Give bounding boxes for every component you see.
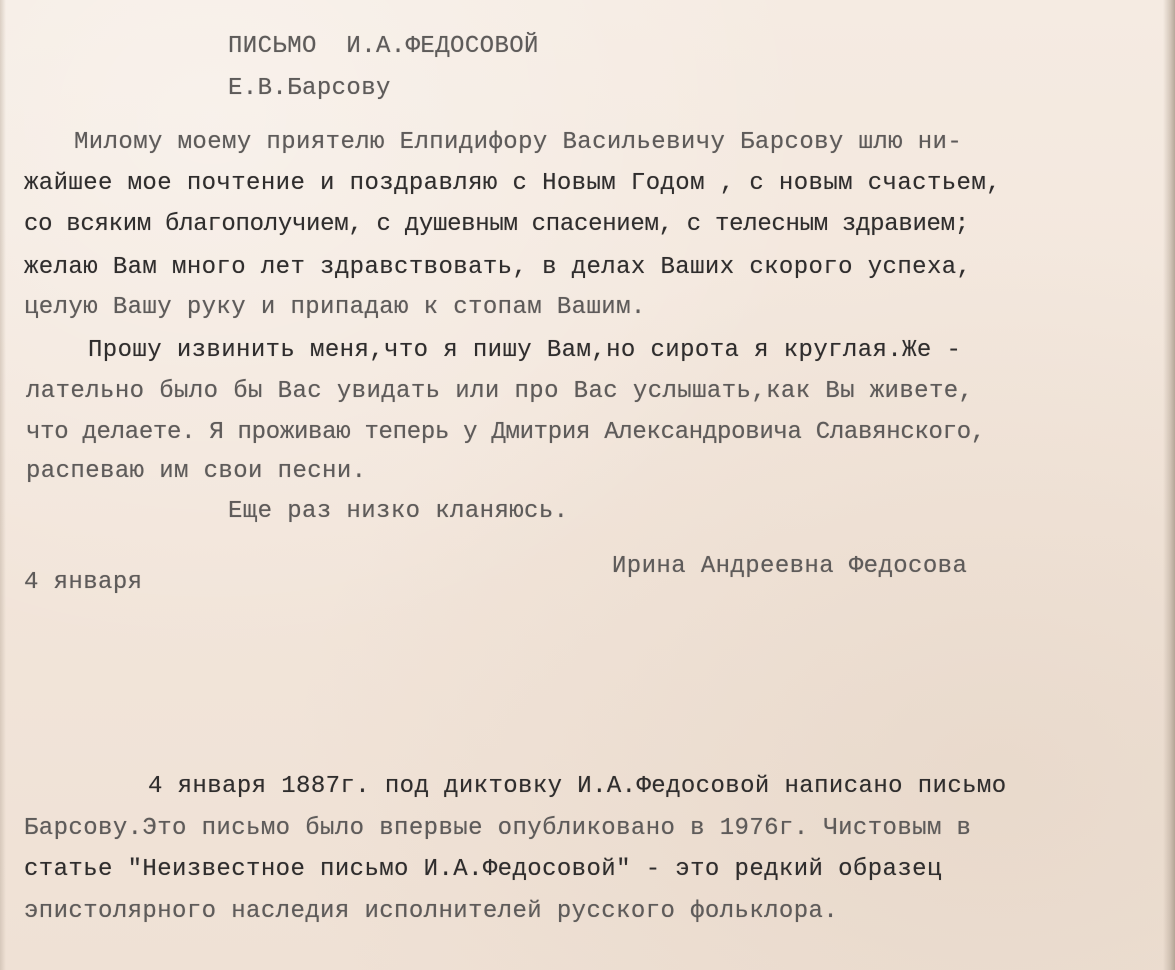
letter-signature: Ирина Андреевна Федосова	[612, 553, 968, 580]
note-line-1: 4 января 1887г. под диктовку И.А.Федосовой написано письмо	[148, 773, 1007, 800]
letter-body-line-9: распеваю им свои песни.	[26, 458, 367, 485]
letter-body-line-4: желаю Вам много лет здравствовать, в делах Ваших скорого успеха,	[24, 254, 972, 281]
paper-right-edge	[1163, 0, 1175, 970]
letter-body-line-3: со всяким благополучием, с душевным спасением, с телесным здравием;	[24, 211, 969, 238]
letter-body-line-7: лательно было бы Вас увидать или про Вас услышать,как Вы живете,	[26, 378, 974, 405]
note-line-4: эпистолярного наследия исполнителей русского фольклора.	[24, 898, 839, 925]
letter-addressee: Е.В.Барсову	[228, 75, 391, 102]
letter-body-line-6: Прошу извинить меня,что я пишу Вам,но сирота я круглая.Же -	[88, 337, 962, 364]
letter-closing: Еще раз низко кланяюсь.	[228, 498, 569, 525]
letter-date: 4 января	[24, 569, 143, 596]
paper-left-edge	[0, 0, 6, 970]
note-line-2: Барсову.Это письмо было впервые опубликовано в 1976г. Чистовым в	[24, 815, 972, 842]
letter-heading: ПИСЬМО И.А.ФЕДОСОВОЙ	[228, 33, 539, 60]
note-line-3: статье "Неизвестное письмо И.А.Федосовой" - это редкий образец	[24, 856, 942, 883]
letter-body-line-2: жайшее мое почтение и поздравляю с Новым Годом , с новым счастьем,	[24, 170, 1001, 197]
letter-body-line-1: Милому моему приятелю Елпидифору Васильевичу Барсову шлю ни-	[74, 129, 963, 156]
letter-body-line-8: что делаете. Я проживаю теперь у Дмитрия Александровича Славянского,	[26, 419, 985, 446]
letter-body-line-5: целую Вашу руку и припадаю к стопам Вашим.	[24, 294, 646, 321]
